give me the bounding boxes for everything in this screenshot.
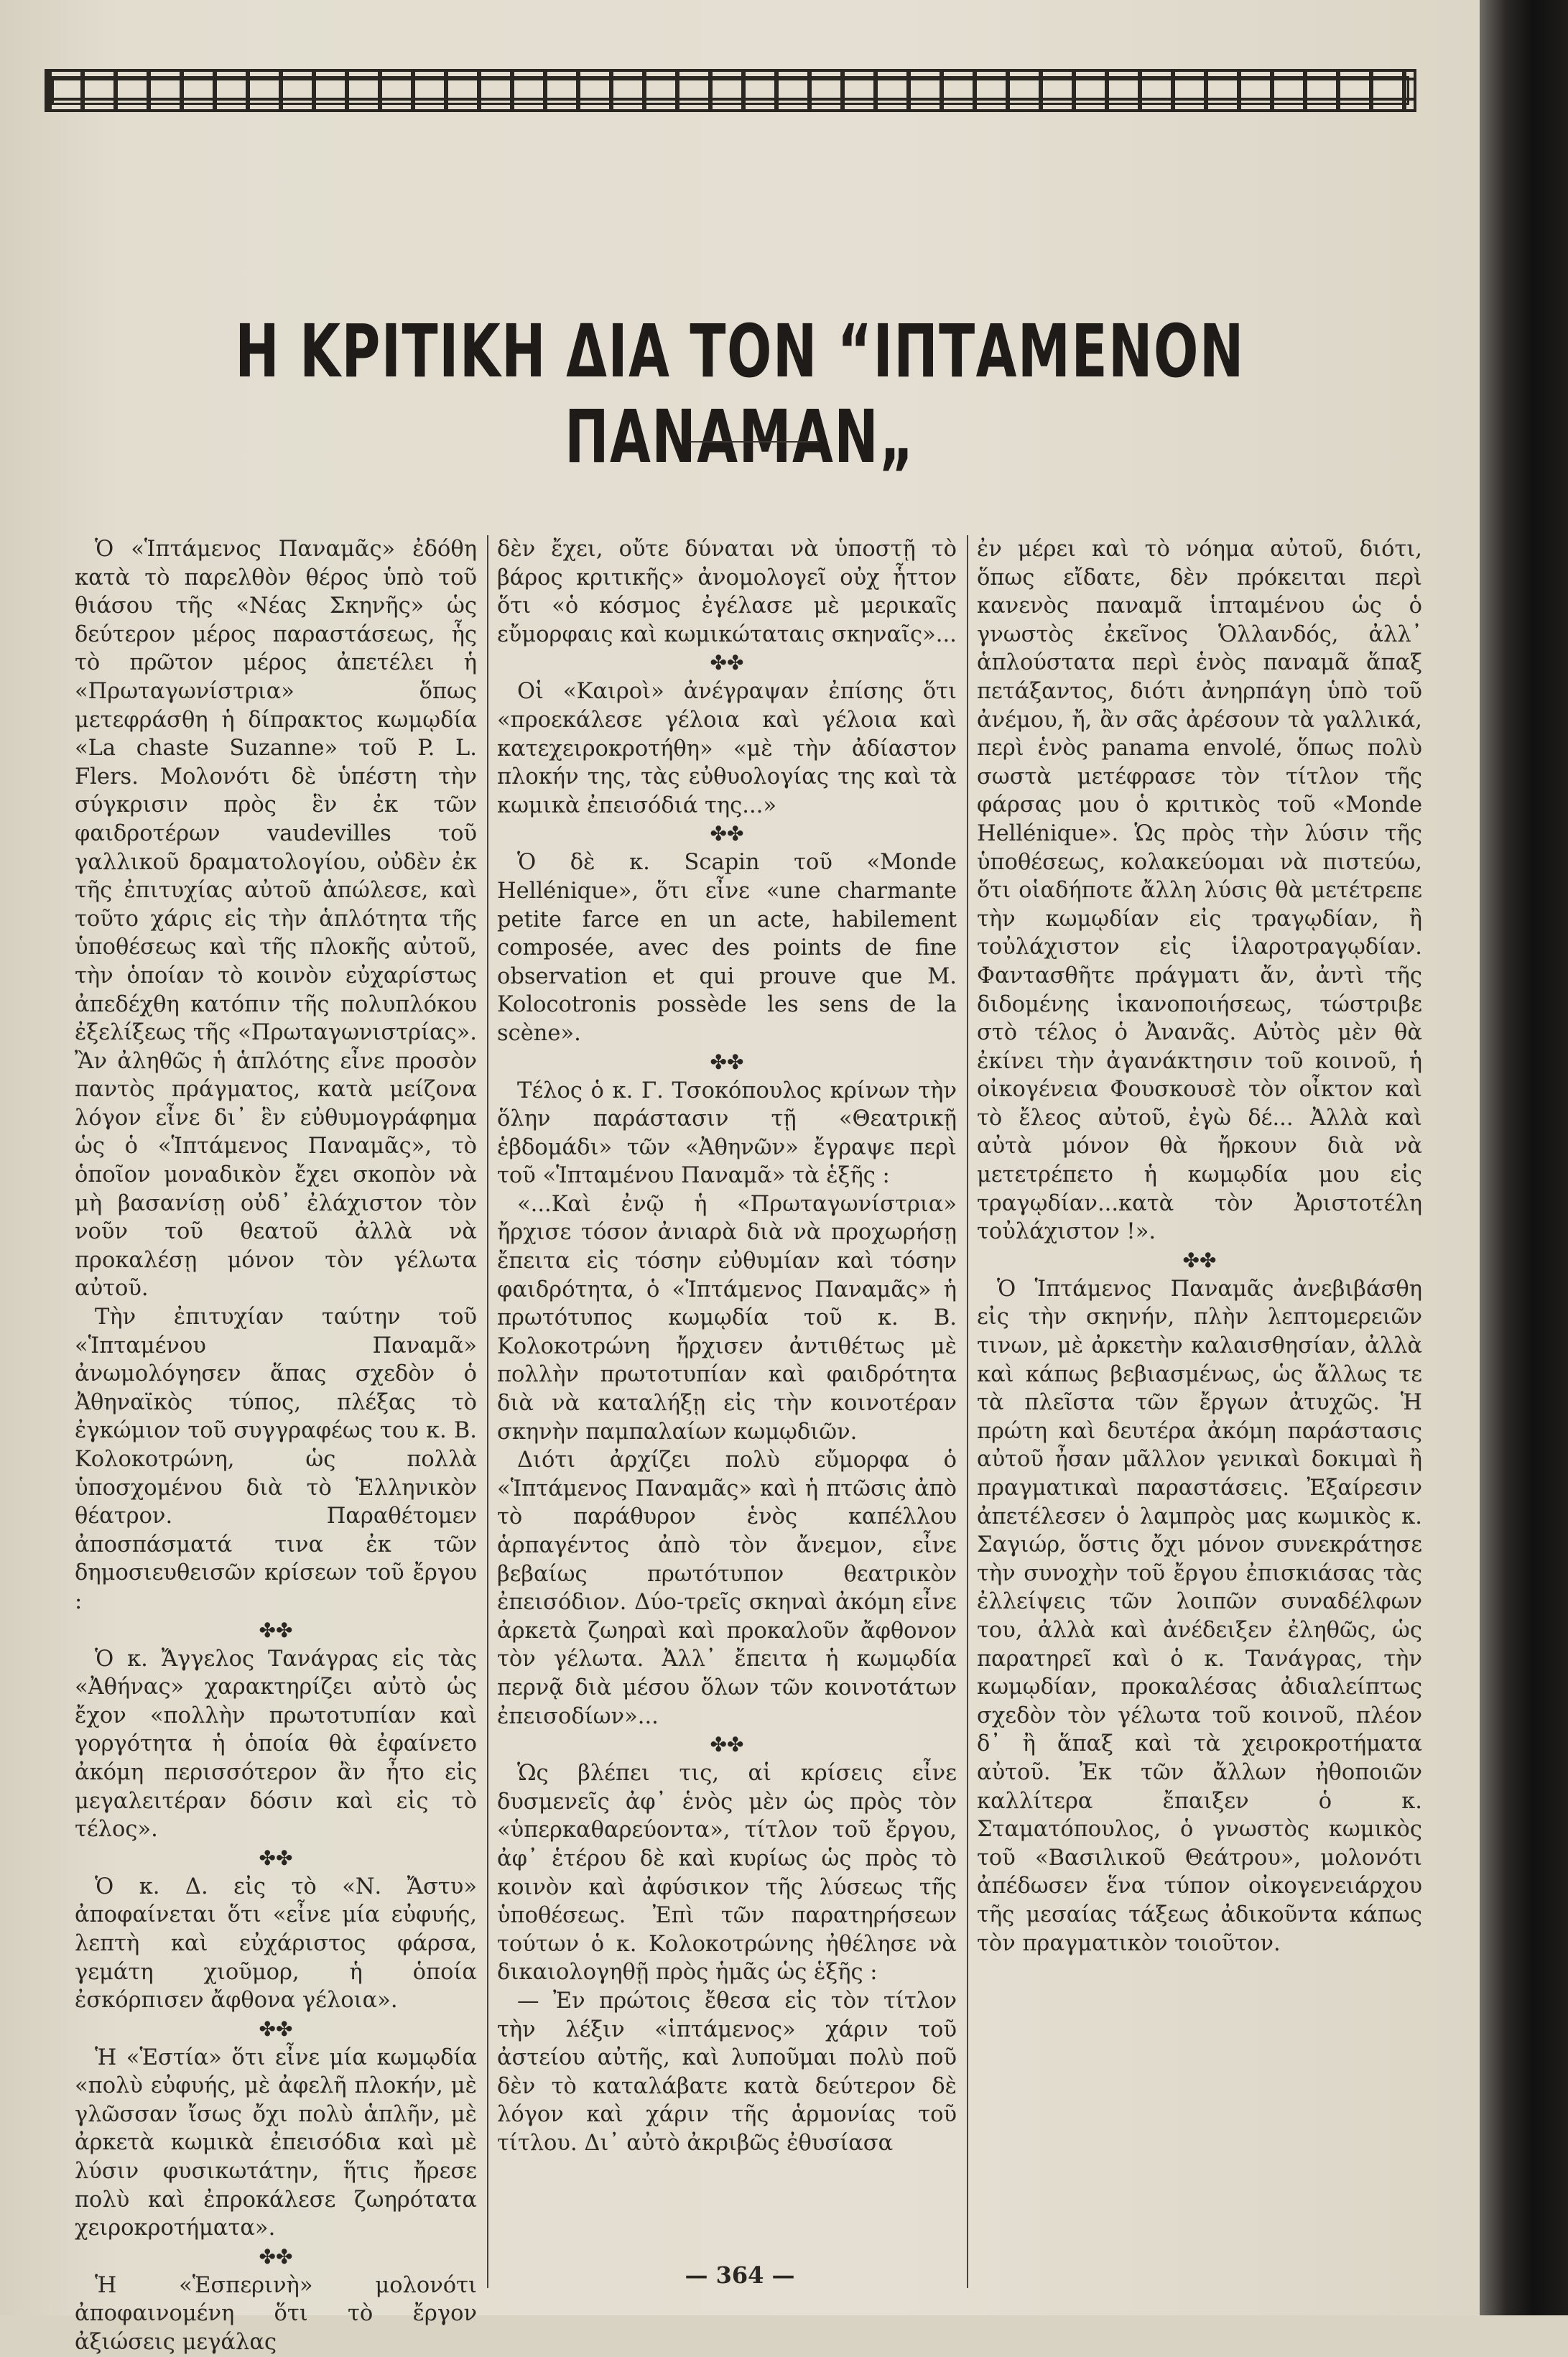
paragraph: Ὁ Ἱπτάμενος Παναμᾶς ἀνεβιβάσθη εἰς τὴν σκηνήν, πλὴν λεπτομερειῶν τινων, μὲ ἀρκετὴν καλαισθησίαν, ἀλλὰ καὶ κάπως βεβιασμένως, ὡς ἄλλως τε τὰ πλεῖστα τῶν ἔργων ἀτυχῶς. Ἡ πρώτη καὶ δευτέρα ἀκόμη παράστασις αὐτοῦ ἦσαν μᾶλλον γενικαὶ δοκιμαὶ ἢ πραγματικαὶ παραστάσεις. Ἐξαίρεσιν ἀπετέλεσεν ὁ λαμπρὸς μας κωμικὸς κ. Σαγιώρ, ὅστις ὄχι μόνον συνεκράτησε τὴν συνοχὴν τοῦ ἔργου ἐπισκιάσας τὰς ἐλλείψεις τῶν λοιπῶν συναδέλφων του, ἀλλὰ καὶ ἀνέδειξεν ἐληθῶς, ὡς παρατηρεῖ καὶ ὁ κ. Τανάγρας, τὴν κωμῳδίαν, προκαλέσας ἀδιαλείπτως σχεδὸν τὸν γέλωτα τοῦ κοινοῦ, πλέον δ᾽ ἢ ἅπαξ καὶ τὰ χειροκροτήματα αὐτοῦ. Ἐκ τῶν ἄλλων ἠθοποιῶν καλλίτερα ἔπαιξεν ὁ κ. Σταματόπουλος, ὁ γνωστὸς κωμικὸς τοῦ «Βασιλικοῦ Θεάτρου», μολονότι ἀπέδωσεν ἕνα τύπον οἰκογενειάρχου τῆς μεσαίας τάξεως ἀδικοῦντα κάπως τὸν πραγματικὸν τοιοῦτον. [977,1276,1422,1956]
column-rule-1 [487,535,488,2288]
ornament: ✤✤ [1182,1248,1217,1272]
book-spine-shadow [1480,0,1568,2315]
title-underline [690,441,819,443]
greek-key-border [45,69,1416,112]
paragraph: Ὁ «Ἱπτάμενος Παναμᾶς» ἐδόθη κατὰ τὸ παρελθὸν θέρος ὑπὸ τοῦ θιάσου τῆς «Νέας Σκηνῆς» ὡς δεύτερον μέρος παραστάσεως, ἧς τὸ πρῶτον μέρος ἀπετέλει ἡ «Πρωταγωνίστρια» ὅπως μετεφράσθη ἡ δίπρακτος κωμῳδία «La chaste Suzanne» τοῦ P. L. Flers. Μολονότι δὲ ὑπέστη τὴν σύγκρισιν πρὸς ἓν ἐκ τῶν φαιδροτέρων vaudevilles τοῦ γαλλικοῦ δραματολογίου, οὐδὲν ἐκ τῆς ἐπιτυχίας αὐτοῦ ἀπώλεσε, καὶ τοῦτο χάρις εἰς τὴν ἁπλότητα τῆς ὑποθέσεως καὶ τῆς πλοκῆς αὐτοῦ, τὴν ὁποίαν τὸ κοινὸν εὐχαρίστως ἀπεδέχθη κατόπιν τῆς πολυπλόκου ἐξελίξεως τῆς «Πρωταγωνιστρίας». Ἂν ἀληθῶς ἡ ἁπλότης εἶνε προσὸν παντὸς πράγματος, κατὰ μείζονα λόγον εἶνε δι᾽ ἓν εὐθυμογράφημα ὡς ὁ «Ἱπτάμενος Παναμᾶς», τὸ ὁποῖον μοναδικὸν ἔχει σκοπὸν νὰ μὴ βασανίσῃ οὐδ᾽ ἐλάχιστον τὸν νοῦν τοῦ θεατοῦ ἀλλὰ νὰ προκαλέσῃ μόνον τὸν γέλωτα αὐτοῦ. [75,537,477,1302]
paragraph: Ἡ «Ἑστία» ὅτι εἶνε μία κωμῳδία «πολὺ εὐφυής, μὲ ἀφελῆ πλοκήν, μὲ γλῶσσαν ἴσως ὄχι πολὺ ἁπλῆν, μὲ ἀρκετὰ κωμικὰ ἐπεισόδια καὶ μὲ λύσιν φυσικωτάτην, ἥτις ἤρεσε πολὺ καὶ ἐπροκάλεσε ζωηρότατα χειροκροτήματα». [75,2045,477,2241]
paragraph: Διότι ἀρχίζει πολὺ εὔμορφα ὁ «Ἱπτάμενος Παναμᾶς» καὶ ἡ πτῶσις ἀπὸ τὸ παράθυρον ἑνὸς καπέλλου ἁρπαγέντος ἀπὸ τὸν ἄνεμον, εἶνε βεβαίως πρωτότυπον θεατρικὸν ἐπεισόδιον. Δύο-τρεῖς σκηναὶ ἀκόμη εἶνε ἀρκετὰ ζωηραὶ καὶ προκαλοῦν ἄφθονον τὸν γέλωτα. Ἀλλ᾽ ἔπειτα ἡ κωμῳδία περνᾷ διὰ μέσου ὅλων τῶν κοινοτάτων ἐπεισοδίων»... [497,1448,957,1729]
ornament: ✤✤ [259,1618,293,1642]
ornament: ✤✤ [259,1846,293,1870]
paragraph: ἐν μέρει καὶ τὸ νόημα αὐτοῦ, διότι, ὅπως εἴδατε, δὲν πρόκειται περὶ κανενὸς παναμᾶ ἱπταμένου ὡς ὁ γνωστὸς ἐκεῖνος Ὁλλανδός, ἀλλ᾽ ἁπλούστατα περὶ ἑνὸς παναμᾶ ἅπαξ πετάξαντος, διότι ἀνηρπάγη ὑπὸ τοῦ ἀνέμου, ἤ, ἂν σᾶς ἀρέσουν τὰ γαλλικά, περὶ ἑνὸς panama envolé, ὅπως πολὺ σωστὰ μετέφρασε τὸν τίτλον τῆς φάρσας μου ὁ κριτικὸς τοῦ «Monde Hellénique». Ὡς πρὸς τὴν λύσιν τῆς ὑποθέσεως, κολακεύομαι νὰ πιστεύω, ὅτι οἱαδήποτε ἄλλη λύσις θὰ μετέτρεπε τὴν κωμῳδίαν εἰς τραγῳδίαν, ἢ τοὐλάχιστον εἰς ἱλαροτραγῳδίαν. Φαντασθῆτε πράγματι ἄν, ἀντὶ τῆς διδομένης ἱκανοποιήσεως, τώστριβε στὸ τέλος ὁ Ἀνανᾶς. Αὐτὸς μὲν θὰ ἐκίνει τὴν ἀγανάκτησιν τοῦ κοινοῦ, ἡ οἰκογένεια Φουσκουσὲ τὸν οἶκτον καὶ τὸ ἔλεος αὐτοῦ, ἐγὼ δέ... Ἀλλὰ καὶ αὐτὰ μόνον θὰ ἤρκουν διὰ νὰ μετετρέπετο ἡ κωμῳδία μου εἰς τραγῳδίαν...κατὰ τὸν Ἀριστοτέλη τοὐλάχιστον !». [977,537,1422,1245]
column-rule-2 [967,535,968,2288]
paragraph: Τὴν ἐπιτυχίαν ταύτην τοῦ «Ἱπταμένου Παναμᾶ» ἀνωμολόγησεν ἅπας σχεδὸν ὁ Ἀθηναϊκὸς τύπος, πλέξας τὸ ἐγκώμιον τοῦ συγγραφέως του κ. Β. Κολοκοτρώνη, ὡς πολλὰ ὑποσχομένου διὰ τὸ Ἑλληνικὸν θέατρον. Παραθέτομεν ἀποσπάσματά τινα ἐκ τῶν δημοσιευθεισῶν κρίσεων τοῦ ἔργου : [75,1305,477,1614]
column-1 [75,535,477,2357]
ornament: ✤✤ [710,822,744,846]
paragraph: Ὁ κ. Ἄγγελος Τανάγρας εἰς τὰς «Ἀθήνας» χαρακτηρίζει αὐτὸ ὡς ἔχον «πολλὴν πρωτοτυπίαν καὶ γοργότητα ἡ ὁποία θὰ ἐφαίνετο ἀκόμη περισσότερον ἂν ἦτο εἰς μεγαλειτέραν δόσιν καὶ εἰς τὸ τέλος». [75,1646,477,1843]
page-number: — 364 — [685,2261,795,2289]
paragraph: Ὁ δὲ κ. Scapin τοῦ «Monde Hellénique», ὅτι εἶνε «une charmante petite farce en un acte, habilement composée, avec des points de fine observation et qui prouve que M. Kolocotronis possède les sens de la scène». [497,850,957,1046]
article-title: Η ΚΡΙΤΙΚΗ ΔΙΑ ΤΟΝ “ΙΠΤΑΜΕΝΟΝ ΠΑΝΑΜΑΝ„ [235,309,1245,480]
column-3 [977,535,1422,1958]
paragraph: δὲν ἔχει, οὔτε δύναται νὰ ὑποστῇ τὸ βάρος κριτικῆς» ἀνομολογεῖ οὐχ ἧττον ὅτι «ὁ κόσμος ἐγέλασε μὲ μερικαῖς εὔμορφαις καὶ κωμικώταταις σκηναῖς»... [497,537,957,647]
paragraph: Ἡ «Ἑσπερινὴ» μολονότι ἀποφαινομένη ὅτι τὸ ἔργον ἀξιώσεις μεγάλας [75,2272,477,2356]
paragraph: — Ἐν πρώτοις ἔθεσα εἰς τὸν τίτλον τὴν λέξιν «ἱπτάμενος» χάριν τοῦ ἀστείου αὐτῆς, καὶ λυποῦμαι πολὺ ποῦ δὲν τὸ καταλάβατε κατὰ δεύτερον δὲ λόγον καὶ χάριν τῆς ἁρμονίας τοῦ τίτλου. Δι᾽ αὐτὸ ἀκριβῶς ἐθυσίασα [497,1988,957,2156]
paragraph: Οἱ «Καιροὶ» ἀνέγραψαν ἐπίσης ὅτι «προεκάλεσε γέλοια καὶ γέλοια καὶ κατεχειροκροτήθη» «μὲ τὴν ἀδίαστον πλοκήν της, τὰς εὐθυολογίας της καὶ τὰ κωμικὰ ἐπεισόδιά της...» [497,679,957,818]
paragraph: Ὁ κ. Δ. εἰς τὸ «Ν. Ἄστυ» ἀποφαίνεται ὅτι «εἶνε μία εὐφυής, λεπτὴ καὶ εὐχάριστος φάρσα, γεμάτη χιοῦμορ, ἡ ὁποία ἐσκόρπισεν ἄφθονα γέλοια». [75,1874,477,2014]
ornament: ✤✤ [259,2244,293,2269]
ornament: ✤✤ [259,2016,293,2041]
paragraph: Τέλος ὁ κ. Γ. Τσοκόπουλος κρίνων τὴν ὅλην παράστασιν τῇ «Θεατρικῇ ἑβδομάδι» τῶν «Ἀθηνῶν» ἔγραψε περὶ τοῦ «Ἱπταμένου Παναμᾶ» τὰ ἑξῆς : [497,1078,957,1189]
paragraph: Ὡς βλέπει τις, αἱ κρίσεις εἶνε δυσμενεῖς ἀφ᾽ ἑνὸς μὲν ὡς πρὸς τὸν «ὑπερκαθαρεύοντα», τίτλον τοῦ ἔργου, ἀφ᾽ ἑτέρου δὲ καὶ κυρίως ὡς πρὸς τὸ κοινὸν καὶ ἀφύσικον τῆς λύσεως τῆς ὑποθέσεως. Ἐπὶ τῶν παρατηρήσεων τούτων ὁ κ. Κολοκοτρώνης ἠθέλησε νὰ δικαιολογηθῇ πρὸς ἡμᾶς ὡς ἑξῆς : [497,1761,957,1986]
ornament: ✤✤ [710,1733,744,1757]
column-2 [497,535,957,2157]
paragraph: «...Καὶ ἐνῷ ἡ «Πρωταγωνίστρια» ἤρχισε τόσον ἀνιαρὰ διὰ νὰ προχωρήσῃ ἔπειτα εἰς τόσην εὐθυμίαν καὶ τόσην φαιδρότητα, ὁ «Ἱπτάμενος Παναμᾶς» ἡ πρωτότυπος κωμῳδία τοῦ κ. Β. Κολοκοτρώνη ἤρχισεν ἀντιθέτως μὲ πολλὴν πρωτοτυπίαν καὶ φαιδρότητα διὰ νὰ καταλήξῃ εἰς τὴν κοινοτέραν σκηνὴν παμπαλαίων κωμῳδιῶν. [497,1191,957,1445]
ornament: ✤✤ [710,651,744,675]
ornament: ✤✤ [710,1050,744,1074]
